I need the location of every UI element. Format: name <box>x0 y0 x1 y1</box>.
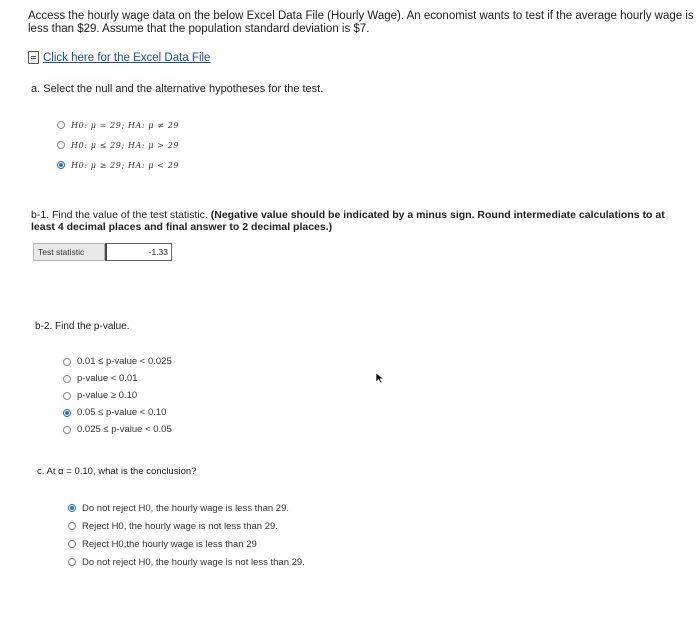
hypothesis-label: H0: μ ≤ 29; HA: μ > 29 <box>71 140 180 150</box>
hypothesis-options <box>57 115 323 175</box>
mouse-cursor-icon <box>375 372 385 384</box>
intro-line-1: Access the hourly wage data on the below Excel Data File (Hourly Wage). An economist wants to test if the average hourly wage is <box>28 10 694 22</box>
part-b1-instructions-2: least 4 decimal places and final answer to 2 decimal places.) <box>31 220 333 233</box>
p-value-option[interactable] <box>63 421 172 438</box>
test-statistic-label: Test statistic <box>33 243 105 261</box>
radio-button[interactable] <box>63 392 71 400</box>
hypothesis-label: H0: μ = 29; HA: μ ≠ 29 <box>71 120 180 130</box>
radio-button[interactable] <box>57 141 65 149</box>
radio-button[interactable] <box>68 522 76 530</box>
radio-button[interactable] <box>63 426 71 434</box>
part-b2-prompt: b-2. Find the p-value. <box>35 321 130 332</box>
file-icon <box>28 51 39 64</box>
conclusion-label: Reject H0, the hourly wage is not less than 29. <box>82 520 278 532</box>
conclusion-option[interactable] <box>68 499 305 517</box>
conclusion-label: Reject H0,the hourly wage is less than 29 <box>82 538 257 550</box>
part-b1-prompt <box>31 210 665 233</box>
conclusion-option[interactable] <box>68 517 305 535</box>
radio-button[interactable] <box>57 121 65 129</box>
radio-button[interactable] <box>63 358 71 366</box>
radio-button[interactable] <box>68 540 76 548</box>
hypothesis-option[interactable] <box>57 115 323 135</box>
test-statistic-input[interactable]: -1.33 <box>105 243 172 261</box>
hypothesis-label: H0: μ ≥ 29; HA: μ < 29 <box>71 160 180 170</box>
p-value-options <box>63 353 172 438</box>
part-c-prompt: c. At α = 0.10, what is the conclusion? <box>37 466 197 477</box>
radio-button[interactable] <box>68 558 76 566</box>
p-value-label: 0.01 ≤ p-value < 0.025 <box>77 356 172 367</box>
conclusion-option[interactable] <box>68 535 305 553</box>
conclusion-label: Do not reject H0, the hourly wage is less than 29. <box>82 502 290 514</box>
part-a-prompt: a. Select the null and the alternative hypotheses for the test. <box>31 83 324 95</box>
p-value-option[interactable] <box>63 404 172 421</box>
question-intro <box>28 10 694 36</box>
p-value-label: 0.025 ≤ p-value < 0.05 <box>77 424 172 435</box>
radio-button-selected[interactable] <box>63 409 71 417</box>
hypothesis-option[interactable] <box>57 155 323 175</box>
conclusion-label: Do not reject H0, the hourly wage is not less than 29. <box>82 556 305 568</box>
intro-line-2: less than $29. Assume that the population standard deviation is $7. <box>28 23 370 35</box>
radio-button-selected[interactable] <box>57 161 65 169</box>
conclusion-options <box>68 499 305 571</box>
p-value-option[interactable] <box>63 387 172 404</box>
p-value-option[interactable] <box>63 353 172 370</box>
hypothesis-option[interactable] <box>57 135 323 155</box>
radio-button[interactable] <box>63 375 71 383</box>
excel-link-row[interactable] <box>28 51 210 64</box>
p-value-label: p-value < 0.01 <box>77 373 138 384</box>
part-b1-instructions-1: (Negative value should be indicated by a minus sign. Round intermediate calculations to at <box>210 209 665 221</box>
radio-button-selected[interactable] <box>68 504 76 512</box>
part-b1-prompt-text: b-1. Find the value of the test statistic. <box>31 209 211 221</box>
test-statistic-row <box>33 243 172 261</box>
excel-data-link[interactable]: Click here for the Excel Data File <box>43 51 211 64</box>
conclusion-option[interactable] <box>68 553 305 571</box>
p-value-label: p-value ≥ 0.10 <box>77 390 138 401</box>
part-a-section <box>31 83 323 175</box>
part-c-section <box>37 466 305 571</box>
part-b2-section <box>35 321 172 438</box>
p-value-option[interactable] <box>63 370 172 387</box>
p-value-label: 0.05 ≤ p-value < 0.10 <box>77 407 167 418</box>
